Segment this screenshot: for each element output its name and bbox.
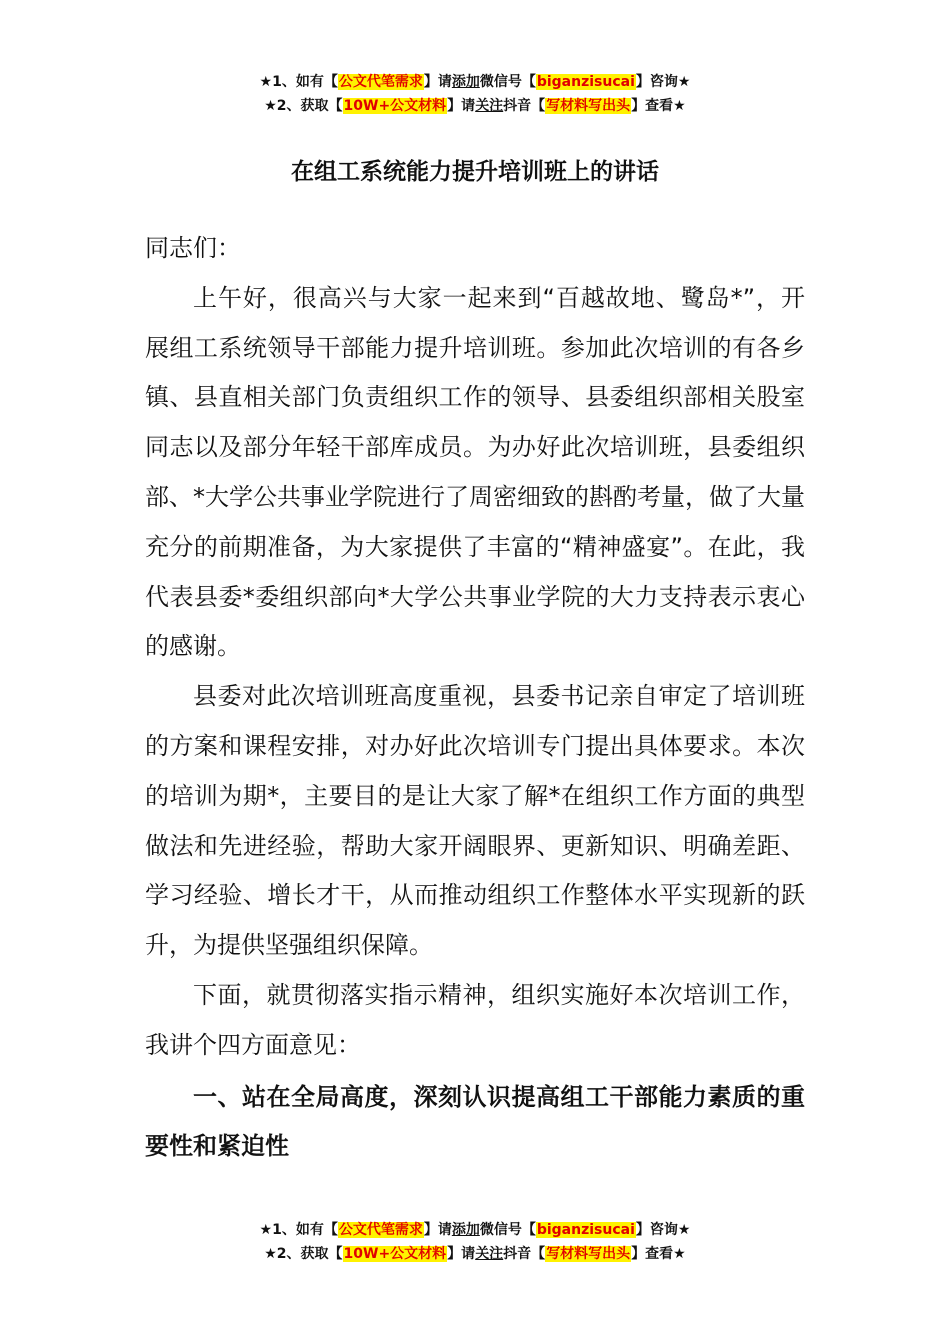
header-banner bbox=[0, 70, 950, 118]
highlight-douyin: 写材料写出头 bbox=[546, 98, 631, 114]
banner-line-1: ★1、如有【公文代笔需求】请添加微信号【biganzisucai】咨询★ bbox=[259, 74, 691, 90]
banner-line-2: ★2、获取【10W+公文材料】请关注抖音【写材料写出头】查看★ bbox=[264, 1246, 686, 1262]
paragraph-2: 县委对此次培训班高度重视，县委书记亲自审定了培训班的方案和课程安排，对办好此次培训专门提出具体要求。本次的培训为期*，主要目的是让大家了解*在组织工作方面的典型做法和先进经验，帮助大家开阔眼界、更新知识、明确差距、学习经验、增长才干，从而推动组织工作整体水平实现新的跃升，为提供坚强组织保障。 bbox=[145, 682, 805, 960]
highlight-materials: 10W+公文材料 bbox=[343, 98, 447, 114]
highlight-service: 公文代笔需求 bbox=[338, 74, 423, 90]
section-heading-1: 一、站在全局高度，深刻认识提高组工干部能力素质的重要性和紧迫性 bbox=[145, 1082, 805, 1161]
highlight-service: 公文代笔需求 bbox=[338, 1222, 423, 1238]
highlight-wechat-id: biganzisucai bbox=[536, 74, 635, 90]
document-body bbox=[145, 224, 805, 1172]
document-title: 在组工系统能力提升培训班上的讲话 bbox=[291, 159, 659, 185]
highlight-douyin: 写材料写出头 bbox=[546, 1246, 631, 1262]
salutation: 同志们： bbox=[145, 234, 241, 262]
footer-banner bbox=[0, 1218, 950, 1266]
banner-line-1: ★1、如有【公文代笔需求】请添加微信号【biganzisucai】咨询★ bbox=[259, 1222, 691, 1238]
highlight-wechat-id: biganzisucai bbox=[536, 1222, 635, 1238]
banner-line-2: ★2、获取【10W+公文材料】请关注抖音【写材料写出头】查看★ bbox=[264, 98, 686, 114]
paragraph-3: 下面，就贯彻落实指示精神，组织实施好本次培训工作，我讲个四方面意见： bbox=[145, 980, 805, 1059]
paragraph-1: 上午好，很高兴与大家一起来到“百越故地、鹭岛*”，开展组工系统领导干部能力提升培训班。参加此次培训的有各乡镇、县直相关部门负责组织工作的领导、县委组织部相关股室同志以及部分年轻干部库成员。为办好此次培训班，县委组织部、*大学公共事业学院进行了周密细致的斟酌考量，做了大量充分的前期准备，为大家提供了丰富的“精神盛宴”。在此，我代表县委*委组织部向*大学公共事业学院的大力支持表示衷心的感谢。 bbox=[145, 283, 805, 661]
highlight-materials: 10W+公文材料 bbox=[343, 1246, 447, 1262]
